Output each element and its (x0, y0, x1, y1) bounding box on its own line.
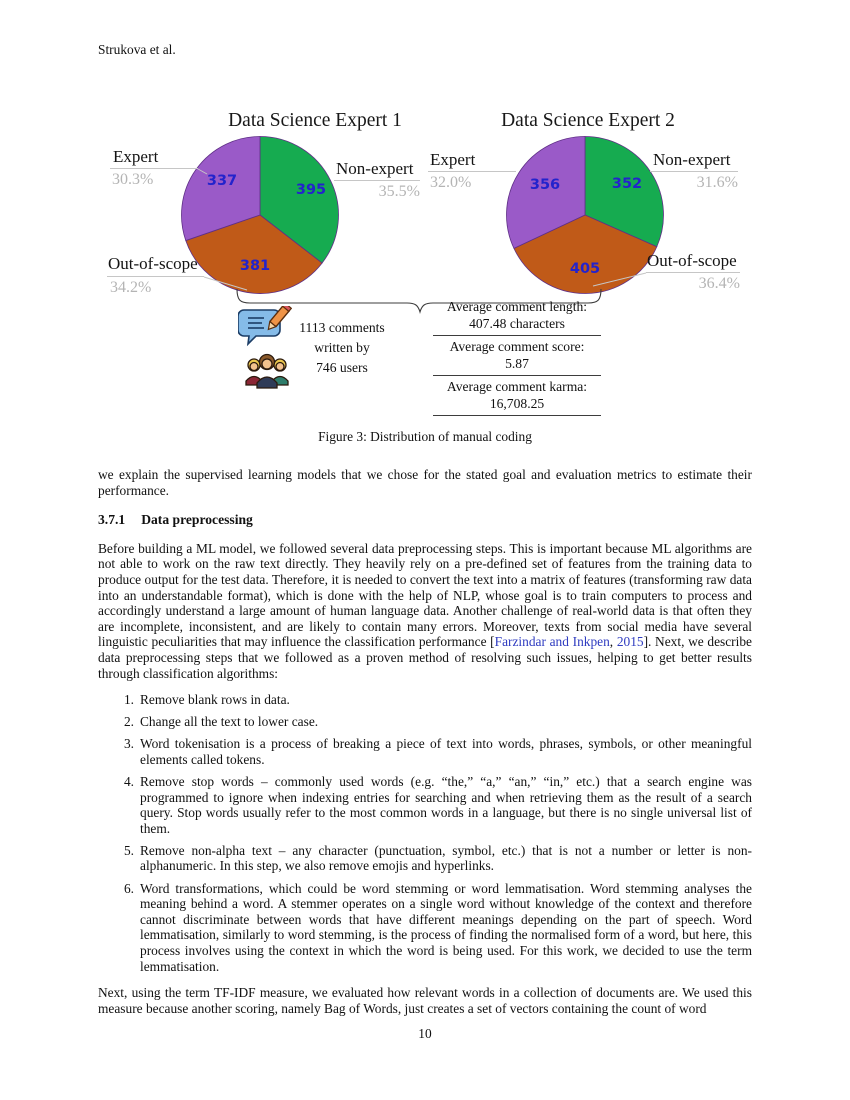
list-item-6 (120, 881, 752, 975)
section-number: 3.7.1 (98, 512, 126, 528)
pie2-expert-value: 356 (529, 177, 561, 193)
tfidf-paragraph: Next, using the term TF-IDF measure, we evaluated how relevant words in a collection of documents are. We used this measure because another scoring, namely Bag of Words, just creates a set of vectors containing the count of word (98, 985, 752, 1016)
stat-score-label: Average comment score: (449, 339, 585, 354)
list-item-2-text: Change all the text to lower case. (140, 714, 319, 730)
list-item-3 (120, 736, 752, 767)
stat-length-value: 407.48 characters (469, 315, 565, 331)
stat-length (433, 299, 601, 336)
pie2-outofscope-label: Out-of-scope (647, 251, 737, 270)
running-header: Strukova et al. (98, 42, 176, 57)
pie2-nonexpert-leader (650, 171, 738, 172)
list-item-6-number: 6. (123, 880, 134, 896)
list-item-2-number: 2. (123, 714, 134, 730)
comments-count: 1113 comments (299, 320, 385, 335)
pie1-outofscope-pct: 34.2% (110, 279, 152, 296)
pie1-outofscope-label: Out-of-scope (108, 254, 198, 273)
pie2-nonexpert-pct: 31.6% (696, 174, 738, 191)
page-number: 10 (418, 1026, 432, 1041)
pie2-outofscope-value: 405 (569, 261, 601, 277)
figure-caption: Figure 3: Distribution of manual coding (318, 429, 532, 444)
pie2-outofscope-leader (646, 272, 740, 273)
pie1-nonexpert-leader (334, 180, 420, 181)
pie1-expert-value: 337 (206, 173, 238, 189)
citation-year-link[interactable]: 2015 (616, 634, 644, 650)
comments-written-by: written by (314, 340, 370, 355)
comments-summary (282, 318, 402, 378)
pie1-title: Data Science Expert 1 (228, 110, 402, 131)
stat-length-label: Average comment length: (446, 299, 588, 314)
pie1-nonexpert-value: 395 (295, 182, 327, 198)
section-heading (98, 512, 752, 528)
pie1-nonexpert-label: Non-expert (336, 159, 414, 178)
citation-authors-link[interactable]: Farzindar and Inkpen (494, 634, 610, 650)
list-item-1 (120, 692, 752, 708)
comment-stats-table (433, 299, 601, 419)
stat-karma-label: Average comment karma: (446, 379, 588, 394)
users-count: 746 users (316, 360, 368, 375)
para1-text-post: ]. Next, we describe data preprocessing steps that we followed as a proven method of resolving such issues, helping to get better results through classification algorithms: (98, 634, 752, 681)
pie2-expert-pct: 32.0% (430, 174, 472, 191)
preprocessing-steps-list (98, 692, 752, 974)
stat-karma (433, 379, 601, 416)
para1-text-pre: Before building a ML model, we followed several data preprocessing steps. This is important because ML algorithms are not able to work on the raw text directly. They heavily rely on a pre-defined set of features from the training data to produce output for the test data. Therefore, it is needed to convert the text into a matrix of features (transforming raw data into an understandable format), which is done with the help of NLP, whose goal is to train computers to process and accordingly understand a large amount of human language data. Another challenge of real-world data is that often they are incomplete, inconsistent, and are likely to contain many errors. Moreover, texts from social media have several linguistic peculiarities that may influence the classification performance [ (98, 540, 752, 650)
list-item-6-text: Word transformations, which could be word stemming or word lemmatisation. Word stemming analyses the meaning behind a word. A stemmer operates on a single word without knowledge of the context and therefore cannot discriminate between words that have different meanings depending on the part of speech. Word lemmatisation, similarly to word stemming, is the process of finding the normalised form of a word, but here, this process involves using the context in which the word is being used. For this work, we decided to use the term lemmatisation. (140, 880, 752, 974)
stat-score (433, 339, 601, 376)
brace-and-leader-lines (0, 0, 850, 470)
section-title: Data preprocessing (141, 512, 253, 528)
pie1-outofscope-value: 381 (239, 258, 271, 274)
list-item-4 (120, 774, 752, 836)
pie2-nonexpert-label: Non-expert (653, 150, 731, 169)
pie1-expert-leader (110, 168, 198, 169)
list-item-3-number: 3. (123, 736, 134, 752)
preprocessing-paragraph (98, 541, 752, 681)
list-item-5-number: 5. (123, 842, 134, 858)
pie1-outofscope-leader (107, 276, 204, 277)
list-item-2 (120, 714, 752, 730)
list-item-4-number: 4. (123, 774, 134, 789)
pie2-outofscope-pct: 36.4% (698, 275, 740, 292)
pie2-expert-leader (428, 171, 516, 172)
pie2-expert-label: Expert (430, 150, 476, 169)
stat-score-value: 5.87 (505, 355, 529, 371)
body-column (98, 467, 752, 1016)
list-item-1-number: 1. (123, 692, 134, 708)
pie2-nonexpert-value: 352 (611, 176, 643, 192)
stat-karma-value: 16,708.25 (489, 395, 545, 411)
list-item-5 (120, 843, 752, 874)
pie1-nonexpert-pct: 35.5% (378, 183, 420, 200)
list-item-5-text: Remove non-alpha text – any character (punctuation, symbol, etc.) that is not a number or letter is non-alphanumeric. In this step, we also remove emojis and hyperlinks. (140, 842, 752, 874)
list-item-4-text: Remove stop words – commonly used words (e.g. “the,” “a,” “an,” “in,” etc.) that a search engine was programmed to ignore when indexing entries for searching and when retrieving them as the result of a search query. Stop words usually refer to the most common words in a language, but there is no single universal list of them. (140, 774, 752, 836)
pie1-expert-label: Expert (113, 147, 159, 166)
pie2-title: Data Science Expert 2 (501, 110, 675, 131)
list-item-3-text: Word tokenisation is a process of breaking a piece of text into words, phrases, symbols, or other meaningful elements called tokens. (140, 736, 752, 767)
list-item-1-text: Remove blank rows in data. (140, 692, 290, 708)
intro-paragraph: we explain the supervised learning models that we chose for the stated goal and evaluation metrics to estimate their performance. (98, 467, 752, 498)
pie1-expert-pct: 30.3% (112, 171, 154, 188)
citation-comma: , (609, 634, 617, 650)
